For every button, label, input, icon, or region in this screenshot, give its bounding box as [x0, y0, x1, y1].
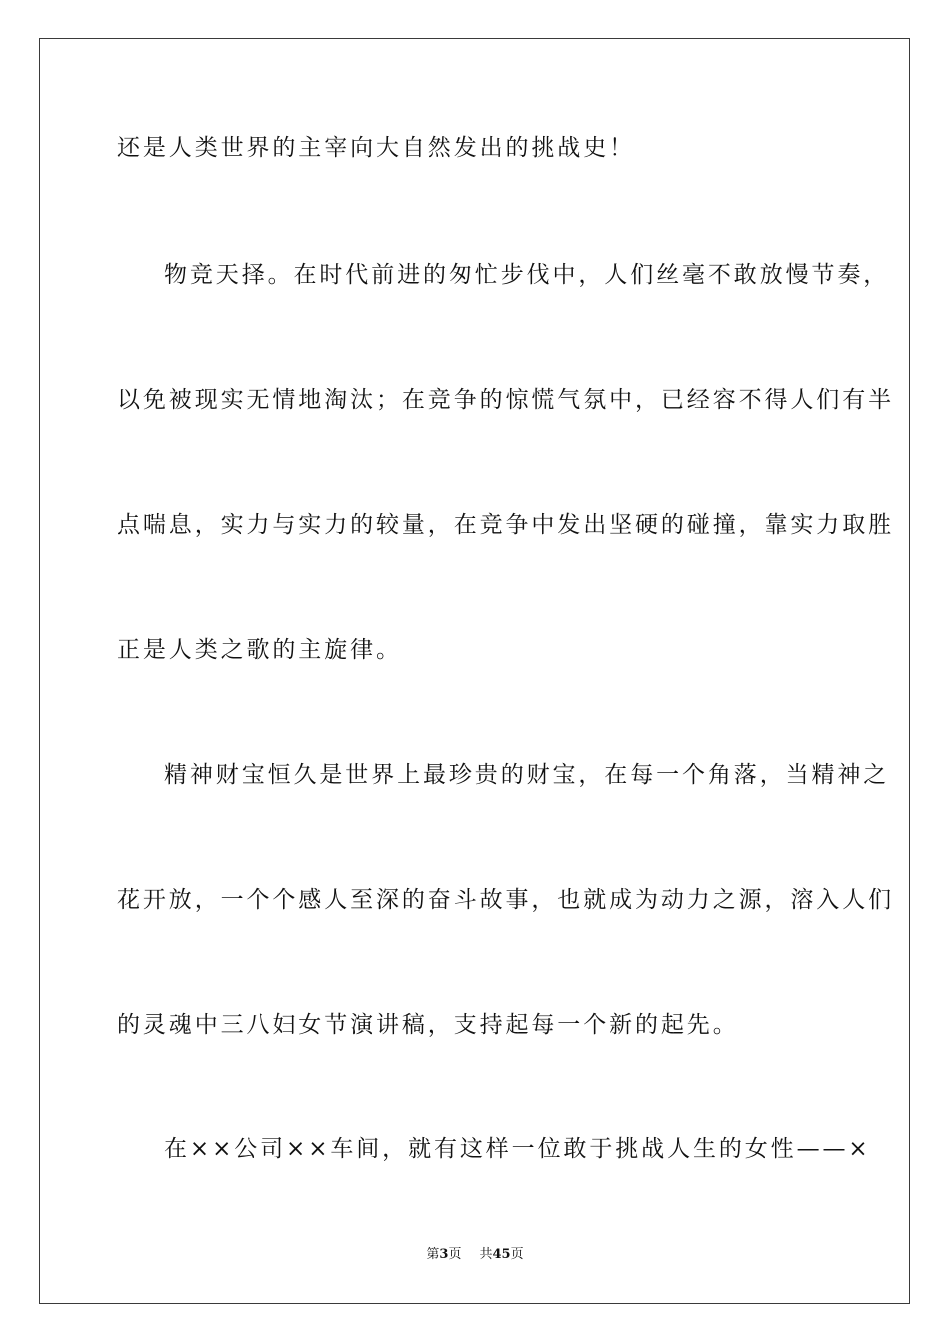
- total-suffix: 页: [510, 1247, 524, 1262]
- text-line: 点喘息，实力与实力的较量，在竞争中发出坚硬的碰撞，靠实力取胜: [117, 512, 894, 538]
- page-suffix: 页: [448, 1247, 462, 1262]
- text-line: 花开放，一个个感人至深的奋斗故事，也就成为动力之源，溶入人们: [117, 887, 894, 913]
- paragraph-first-line: 精神财宝恒久是世界上最珍贵的财宝，在每一个角落，当精神之: [164, 762, 890, 788]
- paragraph-first-line: 在××公司××车间，就有这样一位敢于挑战人生的女性——×: [164, 1136, 871, 1162]
- total-pages: 45: [492, 1247, 511, 1262]
- text-line: 正是人类之歌的主旋律。: [117, 637, 402, 663]
- page-prefix: 第: [426, 1247, 440, 1262]
- page-border: [39, 38, 910, 1304]
- total-prefix: 共: [479, 1247, 493, 1262]
- text-line: 以免被现实无情地淘汰；在竞争的惊慌气氛中，已经容不得人们有半: [117, 387, 894, 413]
- text-line: 还是人类世界的主宰向大自然发出的挑战史！: [117, 135, 635, 161]
- text-line: 的灵魂中三八妇女节演讲稿，支持起每一个新的起先。: [117, 1012, 739, 1038]
- page-footer: [0, 1246, 950, 1264]
- paragraph-first-line: 物竞天择。在时代前进的匆忙步伐中，人们丝毫不敢放慢节奏，: [164, 262, 890, 288]
- page-number: 3: [439, 1247, 449, 1262]
